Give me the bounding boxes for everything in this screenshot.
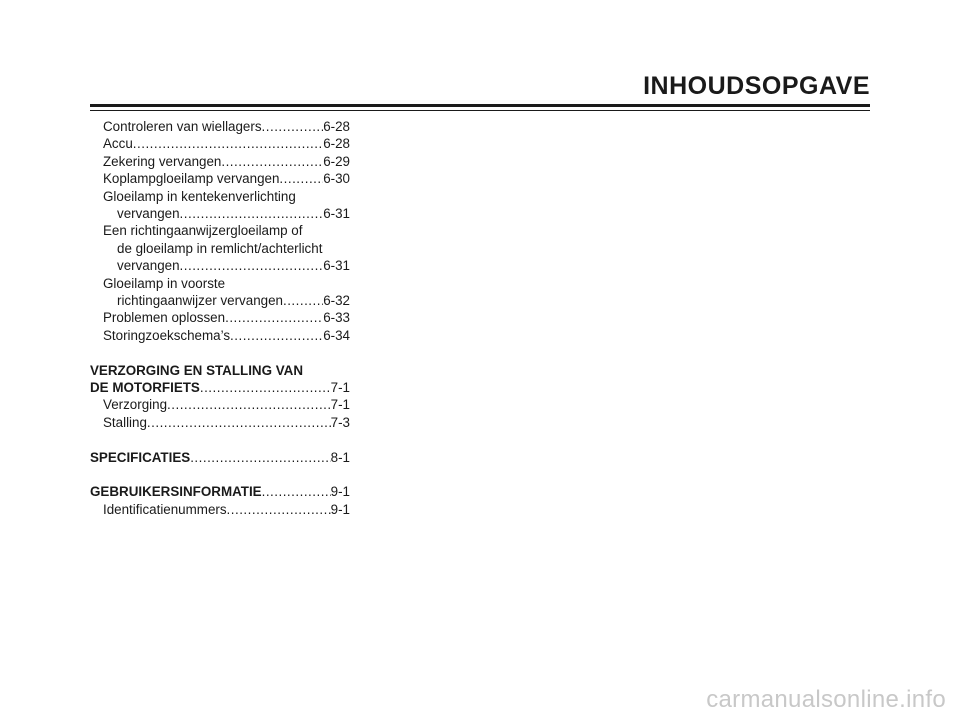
toc-entry[interactable] (90, 153, 350, 170)
toc-entry-page: 6-29 (323, 153, 350, 169)
toc-entry[interactable] (90, 414, 350, 431)
toc-leader (262, 118, 324, 135)
toc-entry-title: Accu (103, 136, 133, 152)
spacer (90, 466, 350, 483)
toc-entry-page: 6-31 (323, 258, 350, 274)
toc-entry-title-line: de gloeilamp in remlicht/achterlicht (117, 240, 323, 256)
toc-leader (221, 153, 323, 170)
toc-entry[interactable] (90, 327, 350, 344)
toc-entry-page: 6-32 (323, 293, 350, 309)
toc-entry-title: Problemen oplossen (103, 310, 226, 326)
toc-leader (225, 309, 323, 326)
toc-entry-title: vervangen (117, 258, 180, 274)
toc-entry-page: 7-1 (330, 397, 350, 413)
toc-entry-title-line: Gloeilamp in kentekenverlichting (103, 188, 296, 204)
spacer (90, 431, 350, 448)
toc-entry-page: 6-33 (323, 310, 350, 326)
toc-entry[interactable] (90, 309, 350, 326)
toc-entry[interactable] (90, 396, 350, 413)
chapter-page: 7-1 (330, 380, 350, 396)
toc-leader (190, 449, 330, 466)
chapter-page: 9-1 (330, 484, 350, 500)
toc-entry-title: Storingzoekschema’s (103, 327, 231, 343)
toc-leader (262, 483, 331, 500)
toc-entry-title-line: Een richtingaanwijzergloeilamp of (103, 223, 303, 239)
chapter-title-line: VERZORGING EN STALLING VAN (90, 362, 304, 378)
toc-entry-title: Identificatienummers (103, 501, 227, 517)
toc-entry-title: Zekering vervangen (103, 153, 222, 169)
toc-leader (180, 205, 324, 222)
toc-entry[interactable] (90, 292, 350, 309)
chapter-entry[interactable] (90, 483, 350, 500)
spacer (90, 344, 350, 361)
toc-entry[interactable] (90, 501, 350, 518)
toc-entry-page: 7-3 (330, 414, 350, 430)
toc-entry-page: 6-31 (323, 206, 350, 222)
toc-leader (283, 292, 323, 309)
toc-entry[interactable] (90, 135, 350, 152)
toc-entry-title-line: Gloeilamp in voorste (103, 275, 226, 291)
toc-entry-page: 6-28 (323, 136, 350, 152)
watermark: carmanualsonline.info (706, 686, 946, 713)
toc-leader (227, 501, 331, 518)
chapter-entry[interactable] (90, 379, 350, 396)
toc-leader (167, 396, 331, 413)
chapter-entry[interactable] (90, 449, 350, 466)
toc-entry[interactable] (90, 205, 350, 222)
toc-leader (230, 327, 323, 344)
toc-entry-title: Verzorging (103, 397, 168, 413)
toc-entry-page: 6-28 (323, 119, 350, 134)
toc-entry-page: 6-30 (323, 171, 350, 187)
toc-leader (133, 135, 323, 152)
toc-entry[interactable] (90, 118, 350, 135)
toc-entry-page: 6-34 (323, 327, 350, 343)
title-rule-thin (90, 110, 870, 111)
toc-entry-title: Stalling (103, 414, 147, 430)
chapter-title: DE MOTORFIETS (90, 380, 200, 396)
toc-entry-title: vervangen (117, 206, 180, 222)
table-of-contents (90, 118, 350, 518)
toc-leader (200, 379, 331, 396)
toc-entry-title: Koplampgloeilamp vervangen (103, 171, 280, 187)
chapter-title: SPECIFICATIES (90, 449, 191, 465)
toc-entry[interactable] (90, 257, 350, 274)
toc-entry[interactable] (90, 170, 350, 187)
chapter-page: 8-1 (330, 449, 350, 465)
title-rule (90, 104, 870, 107)
toc-leader (279, 170, 323, 187)
chapter-title: GEBRUIKERSINFORMATIE (90, 484, 262, 500)
toc-entry-title: Controleren van wiellagers (103, 119, 262, 134)
toc-entry-title: richtingaanwijzer vervangen (117, 293, 283, 309)
toc-leader (180, 257, 324, 274)
toc-entry-page: 9-1 (330, 501, 350, 517)
toc-leader (147, 414, 331, 431)
page-title: INHOUDSOPGAVE (643, 72, 870, 100)
